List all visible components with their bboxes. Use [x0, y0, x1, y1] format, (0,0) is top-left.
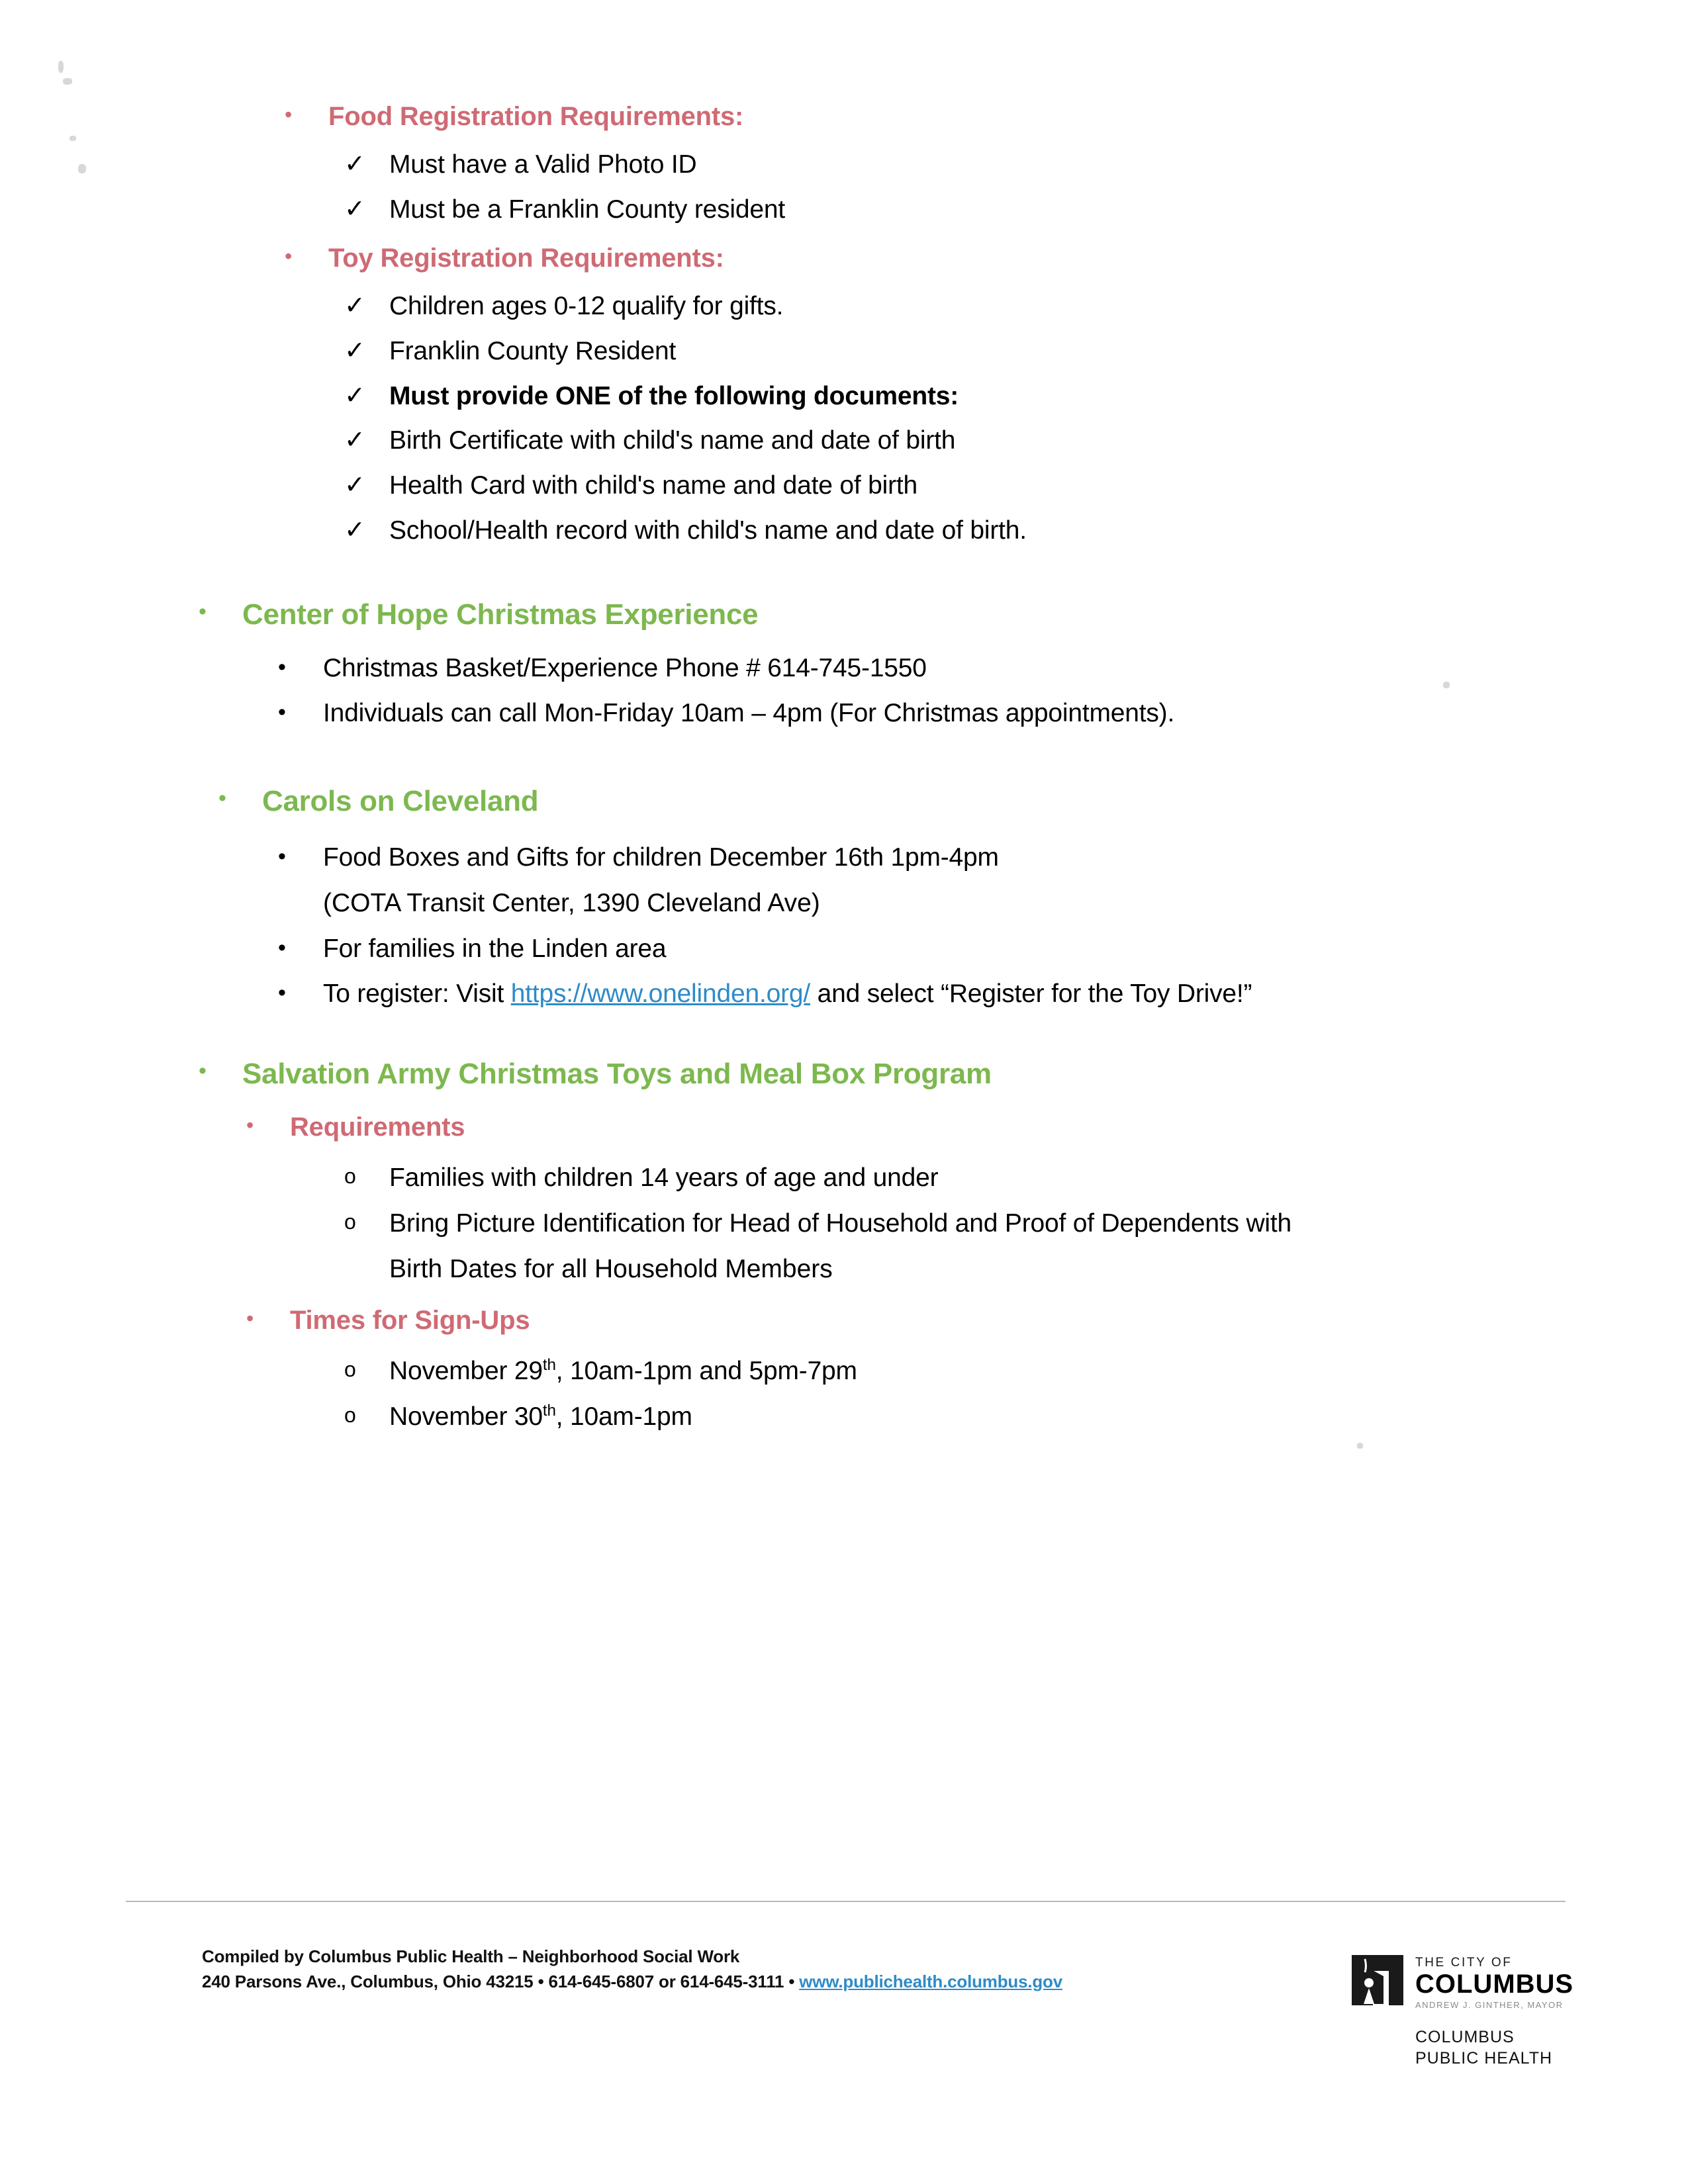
bullet-icon: •	[199, 598, 207, 624]
list-item	[344, 1400, 1688, 1434]
list-item	[344, 424, 1688, 458]
footer-address-text: 240 Parsons Ave., Columbus, Ohio 43215 • 614-645-6807 or 614-645-3111 •	[202, 1971, 800, 1991]
list-item-continuation: Birth Dates for all Household Members	[389, 1254, 833, 1283]
list-item-continuation: (COTA Transit Center, 1390 Cleveland Ave)	[323, 888, 820, 917]
list-item	[344, 1161, 1688, 1195]
checkmark-icon: ✓	[344, 426, 365, 455]
list-item	[278, 841, 1688, 875]
list-item	[344, 380, 1688, 414]
bullet-icon: •	[246, 1306, 254, 1331]
list-item-label: Children ages 0-12 qualify for gifts.	[389, 292, 784, 321]
logo-city-of-label: THE CITY OF	[1415, 1956, 1513, 1970]
checkmark-icon: ✓	[344, 150, 365, 178]
section-heading-label: Food Registration Requirements:	[328, 102, 744, 131]
list-item-label: Individuals can call Mon-Friday 10am – 4pm (For Christmas appointments).	[323, 699, 1175, 728]
list-item-label	[389, 1400, 1688, 1434]
list-item-label: Christmas Basket/Experience Phone # 614-745-1550	[323, 653, 927, 682]
list-item	[344, 290, 1688, 324]
bullet-icon: •	[278, 934, 286, 960]
section-heading-label: Toy Registration Requirements:	[328, 244, 724, 273]
columbus-public-health-logo	[1350, 1954, 1628, 2069]
section-heading-food-registration	[285, 99, 1688, 134]
circle-bullet-icon: o	[344, 1402, 356, 1427]
bullet-icon: •	[278, 654, 286, 680]
time-text: , 10am-1pm	[555, 1402, 692, 1431]
list-item-label: Food Boxes and Gifts for children December 16th 1pm-4pm	[323, 843, 999, 872]
list-item-label: Franklin County Resident	[389, 337, 677, 366]
circle-bullet-icon: o	[344, 1357, 356, 1382]
ordinal-suffix: th	[542, 1356, 556, 1375]
section-heading-carols-on-cleveland	[218, 782, 1688, 820]
list-item	[344, 514, 1688, 548]
columbus-flag-mark-icon	[1350, 1954, 1405, 2007]
bullet-icon: •	[218, 786, 226, 811]
logo-mayor-label: ANDREW J. GINTHER, MAYOR	[1415, 1999, 1564, 2010]
list-item-label: For families in the Linden area	[323, 934, 667, 963]
list-item-label: School/Health record with child's name and date of birth.	[389, 516, 1027, 545]
ordinal-suffix: th	[542, 1401, 556, 1420]
circle-bullet-icon: o	[344, 1164, 356, 1189]
subsection-heading-label: Times for Sign-Ups	[290, 1306, 530, 1336]
bullet-icon: •	[285, 103, 293, 126]
register-suffix-text: and select “Register for the Toy Drive!”	[810, 979, 1252, 1009]
list-item-label: Birth Certificate with child's name and date of birth	[389, 426, 956, 455]
subsection-heading-times-for-sign-ups	[246, 1303, 1688, 1338]
date-text: November 29	[389, 1357, 543, 1386]
publichealth-link[interactable]: www.publichealth.columbus.gov	[799, 1971, 1062, 1991]
logo-department-line-1: COLUMBUS	[1415, 2028, 1515, 2047]
section-heading-label: Salvation Army Christmas Toys and Meal Box Program	[242, 1058, 992, 1090]
section-heading-label: Carols on Cleveland	[262, 785, 539, 818]
bullet-icon: •	[199, 1058, 207, 1083]
logo-columbus-label: COLUMBUS	[1415, 1969, 1574, 1999]
checkmark-icon: ✓	[344, 381, 365, 410]
circle-bullet-icon: o	[344, 1209, 356, 1234]
bullet-icon: •	[278, 844, 286, 870]
list-item-label: Bring Picture Identification for Head of Household and Proof of Dependents with	[389, 1208, 1292, 1238]
list-item-label	[323, 978, 1688, 1011]
list-item	[278, 697, 1688, 731]
list-item-label: Families with children 14 years of age and under	[389, 1163, 939, 1193]
time-text: , 10am-1pm and 5pm-7pm	[555, 1357, 857, 1386]
onelinden-link[interactable]: https://www.onelinden.org/	[510, 979, 810, 1009]
list-item-register	[278, 978, 1688, 1011]
section-heading-toy-registration	[285, 241, 1688, 275]
footer-divider	[126, 1901, 1566, 1902]
footer-line-2	[202, 1970, 1062, 1995]
list-item	[344, 148, 1688, 182]
section-heading-center-of-hope	[199, 596, 1688, 633]
footer-credit	[202, 1944, 1062, 1995]
list-item	[344, 193, 1688, 227]
list-item-label: Must be a Franklin County resident	[389, 195, 785, 224]
logo-department-label	[1415, 2027, 1628, 2069]
date-text: November 30	[389, 1402, 543, 1431]
list-item	[278, 652, 1688, 686]
section-heading-salvation-army	[199, 1055, 1688, 1093]
logo-department-line-2: PUBLIC HEALTH	[1415, 2048, 1553, 2068]
checkmark-icon: ✓	[344, 337, 365, 365]
checkmark-icon: ✓	[344, 516, 365, 544]
scan-artifact-speck	[1357, 1443, 1363, 1449]
list-item-label	[389, 1355, 1688, 1388]
bullet-icon: •	[278, 700, 286, 725]
register-prefix-text: To register: Visit	[323, 979, 511, 1009]
checkmark-icon: ✓	[344, 195, 365, 223]
list-item	[344, 1355, 1688, 1388]
checkmark-icon: ✓	[344, 292, 365, 320]
bullet-icon: •	[278, 980, 286, 1006]
list-item-label: Health Card with child's name and date of birth	[389, 471, 917, 500]
section-heading-label: Center of Hope Christmas Experience	[242, 598, 759, 631]
subsection-heading-requirements	[246, 1110, 1688, 1144]
list-item-label: Must have a Valid Photo ID	[389, 150, 697, 179]
subsection-heading-label: Requirements	[290, 1113, 465, 1142]
list-item	[344, 1207, 1688, 1241]
list-item	[344, 335, 1688, 369]
checkmark-icon: ✓	[344, 471, 365, 500]
list-item	[344, 469, 1688, 503]
bullet-icon: •	[285, 244, 293, 269]
footer-line-1: Compiled by Columbus Public Health – Neighborhood Social Work	[202, 1946, 740, 1966]
list-item-label: Must provide ONE of the following documents:	[389, 381, 959, 410]
list-item	[278, 933, 1688, 966]
bullet-icon: •	[246, 1113, 254, 1138]
